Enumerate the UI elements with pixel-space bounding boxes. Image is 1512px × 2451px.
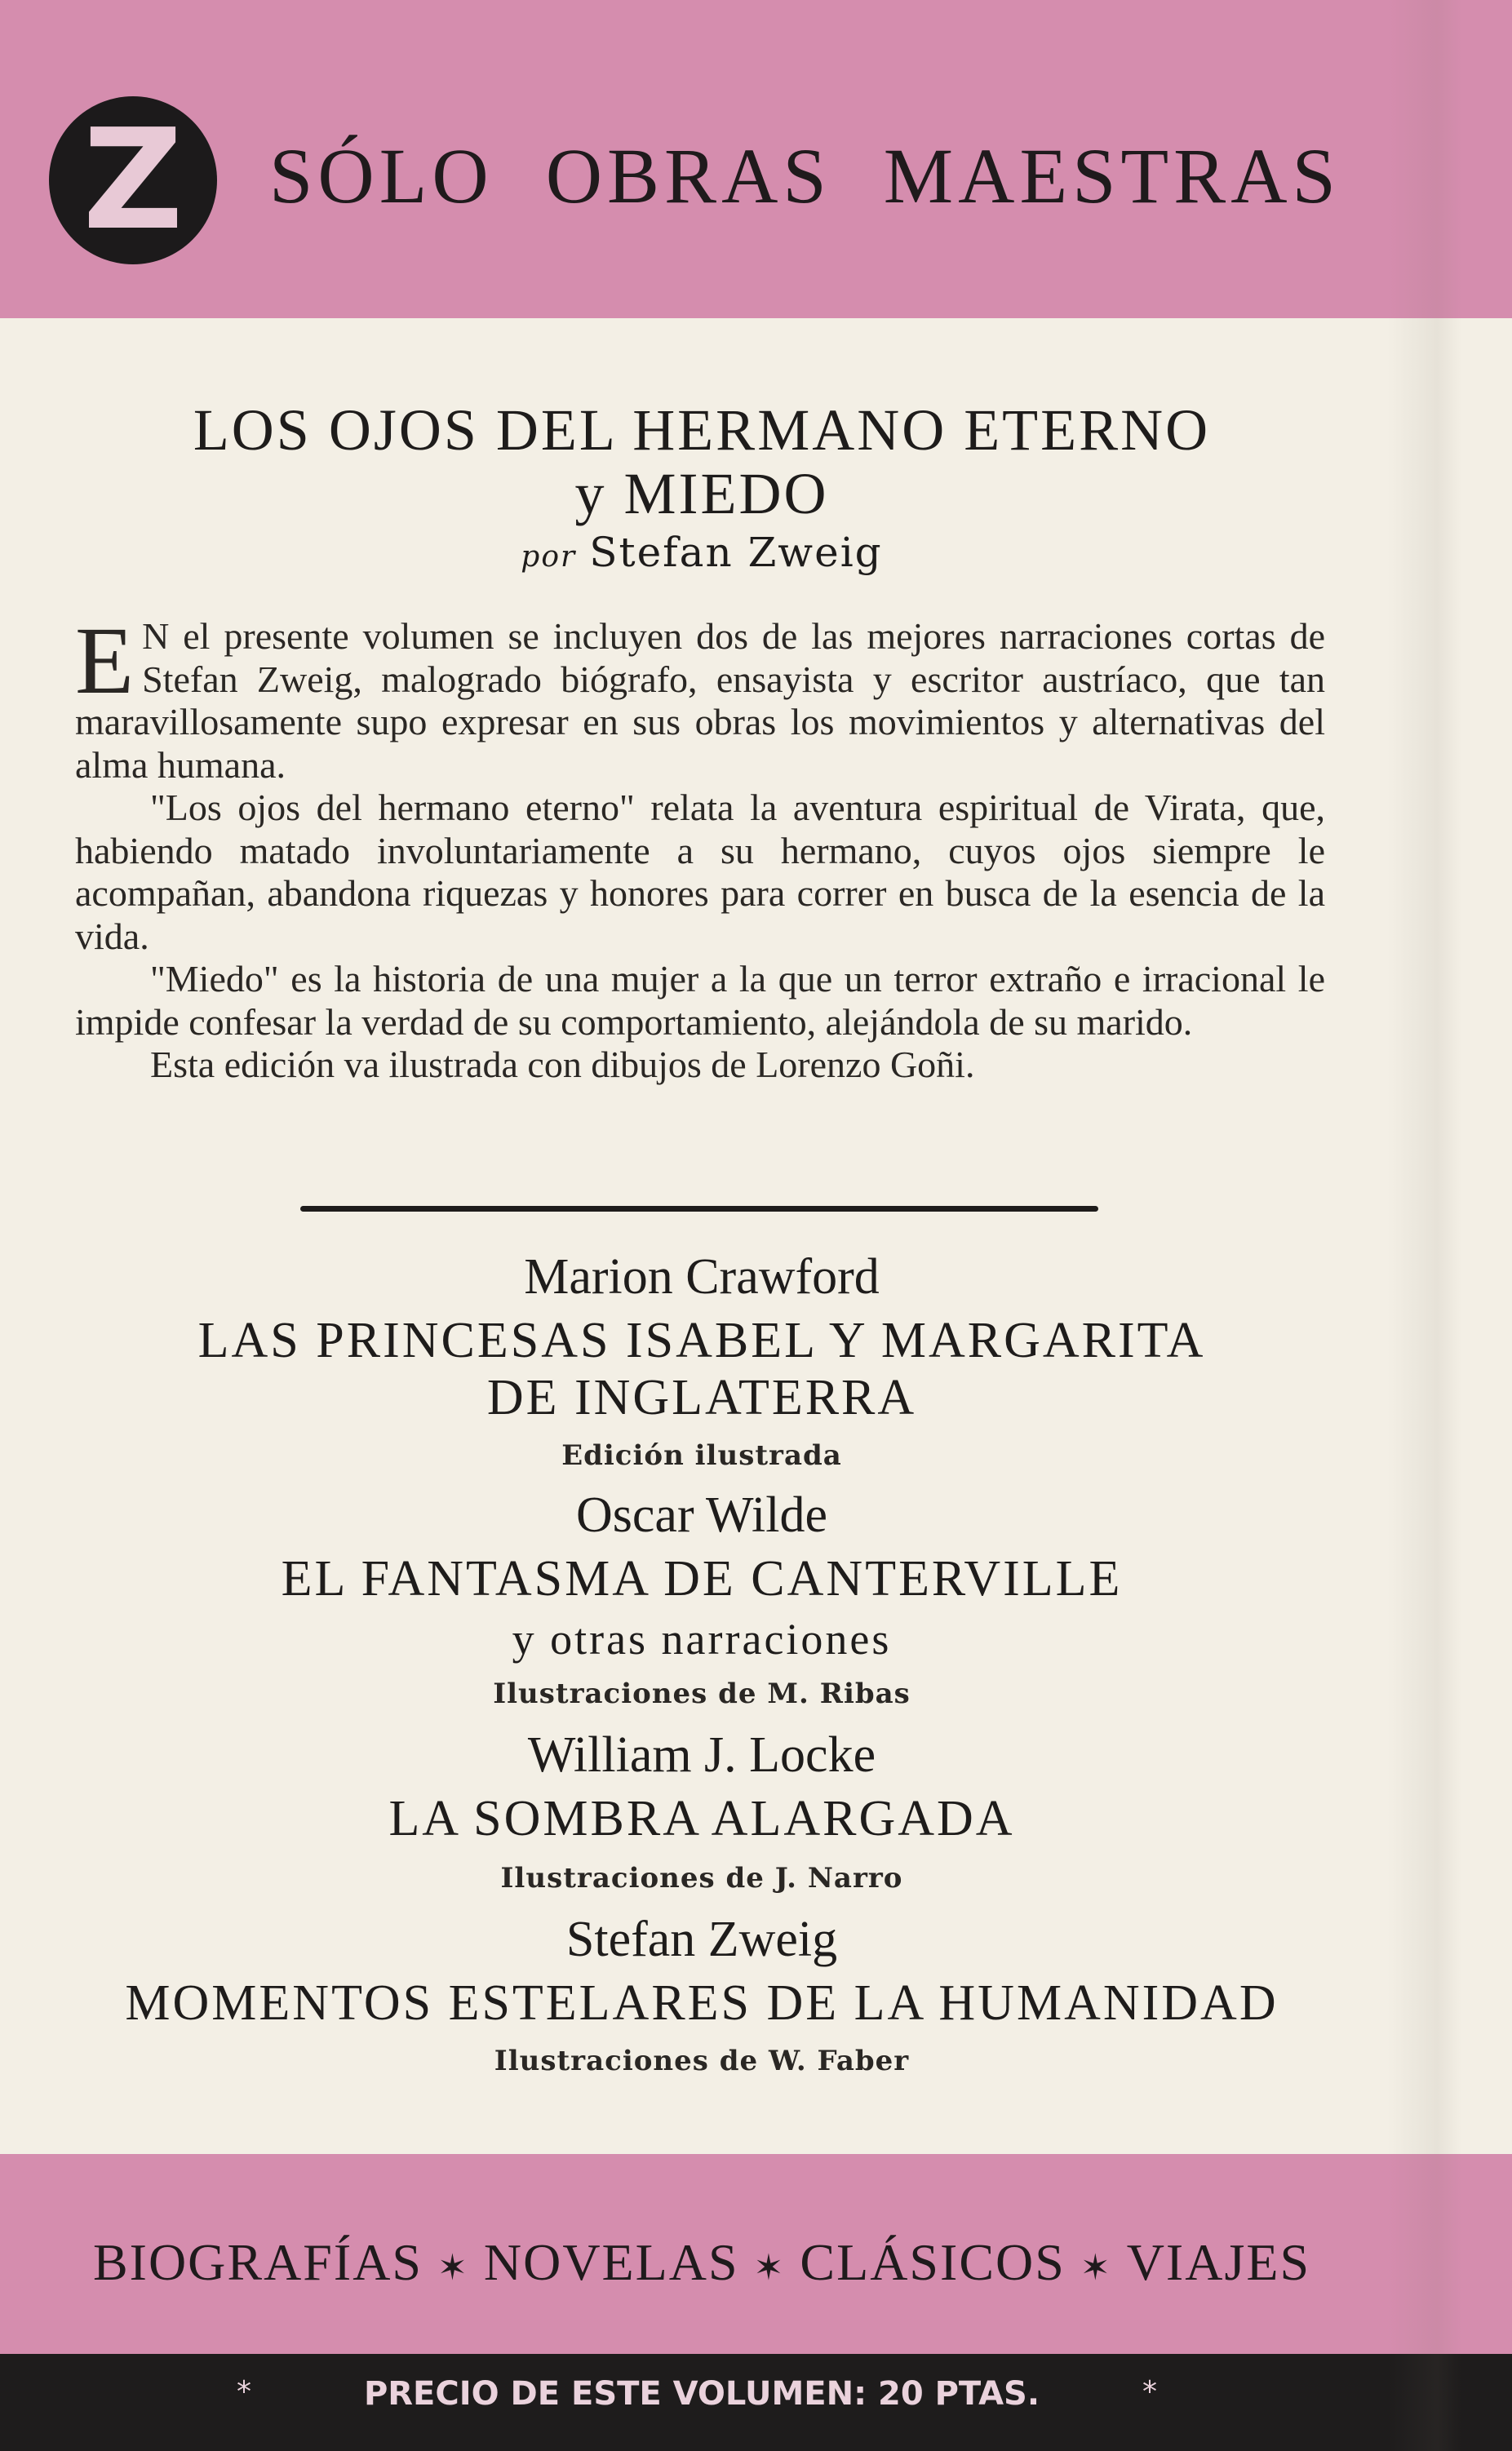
category-item: BIOGRAFÍAS: [92, 2233, 423, 2291]
book-title-line1: LOS OJOS DEL HERMANO ETERNO: [193, 397, 1211, 463]
description-paragraph-1: [75, 607, 1325, 787]
star-icon: *: [1142, 2375, 1157, 2409]
other-title-line1: LAS PRINCESAS ISABEL Y MARGARITA: [197, 1313, 1206, 1368]
byline: [0, 529, 1403, 576]
other-title-note: Ilustraciones de W. Faber: [494, 2045, 910, 2077]
description-paragraph-4: Esta edición va ilustrada con dibujos de Lorenzo Goñi.: [150, 1044, 975, 1085]
book-description: [75, 607, 1325, 1087]
series-title: SÓLO OBRAS MAESTRAS: [269, 132, 1341, 219]
header-band: [0, 0, 1512, 318]
price-bar: [0, 2354, 1512, 2451]
other-title-note: Edición ilustrada: [561, 1439, 842, 1472]
paragraph-1-text: N el presente volumen se incluyen dos de las mejores narraciones cortas de Stefan Zweig, malogrado biógrafo, ensayista y escritor austríaco, que tan maravillosamente supo expresar en sus obras los movimientos y alternativas del alma humana.: [75, 615, 1325, 786]
star-icon: *: [237, 2375, 251, 2409]
description-paragraph-3: "Miedo" es la historia de una mujer a la que un terror extraño e irracional le impide confesar la verdad de su comportamiento, alejándola de su marido.: [75, 958, 1325, 1043]
description-paragraph-2: "Los ojos del hermano eterno" relata la aventura espiritual de Virata, que, habiendo matado involuntariamente a su hermano, cuyos ojos siempre le acompañan, abandona riquezas y honores para correr en busca de la esencia de la vida.: [75, 787, 1325, 957]
other-title-author: William J. Locke: [527, 1727, 876, 1783]
byline-author: Stefan Zweig: [589, 529, 883, 576]
other-title-line2: DE INGLATERRA: [486, 1370, 917, 1425]
star-separator-icon: ✶: [437, 2248, 469, 2288]
other-title-note: Ilustraciones de M. Ribas: [493, 1678, 911, 1710]
main-content: [0, 318, 1512, 2154]
publisher-logo: Z: [49, 96, 217, 264]
byline-por: por: [521, 540, 577, 574]
section-divider: [300, 1206, 1098, 1212]
categories-list: [0, 2232, 1403, 2293]
category-item: NOVELAS: [483, 2233, 739, 2291]
price-text: PRECIO DE ESTE VOLUMEN: 20 PTAS.: [363, 2375, 1040, 2413]
drop-cap: E: [75, 607, 135, 714]
category-item: VIAJES: [1126, 2233, 1311, 2291]
other-title-line2: y otras narraciones: [512, 1615, 892, 1664]
other-title-note: Ilustraciones de J. Narro: [500, 1862, 903, 1895]
book-title-line2: y MIEDO: [574, 461, 829, 526]
other-title-line1: MOMENTOS ESTELARES DE LA HUMANIDAD: [125, 1975, 1279, 2031]
other-title-line1: LA SOMBRA ALARGADA: [388, 1791, 1015, 1846]
other-title-line1: EL FANTASMA DE CANTERVILLE: [281, 1551, 1123, 1607]
other-title-author: Oscar Wilde: [576, 1487, 827, 1543]
other-title-author: Marion Crawford: [524, 1249, 880, 1305]
categories-band: [0, 2154, 1512, 2354]
star-separator-icon: ✶: [753, 2248, 786, 2288]
other-title-author: Stefan Zweig: [565, 1912, 838, 1967]
category-item: CLÁSICOS: [800, 2233, 1066, 2291]
star-separator-icon: ✶: [1080, 2248, 1112, 2288]
